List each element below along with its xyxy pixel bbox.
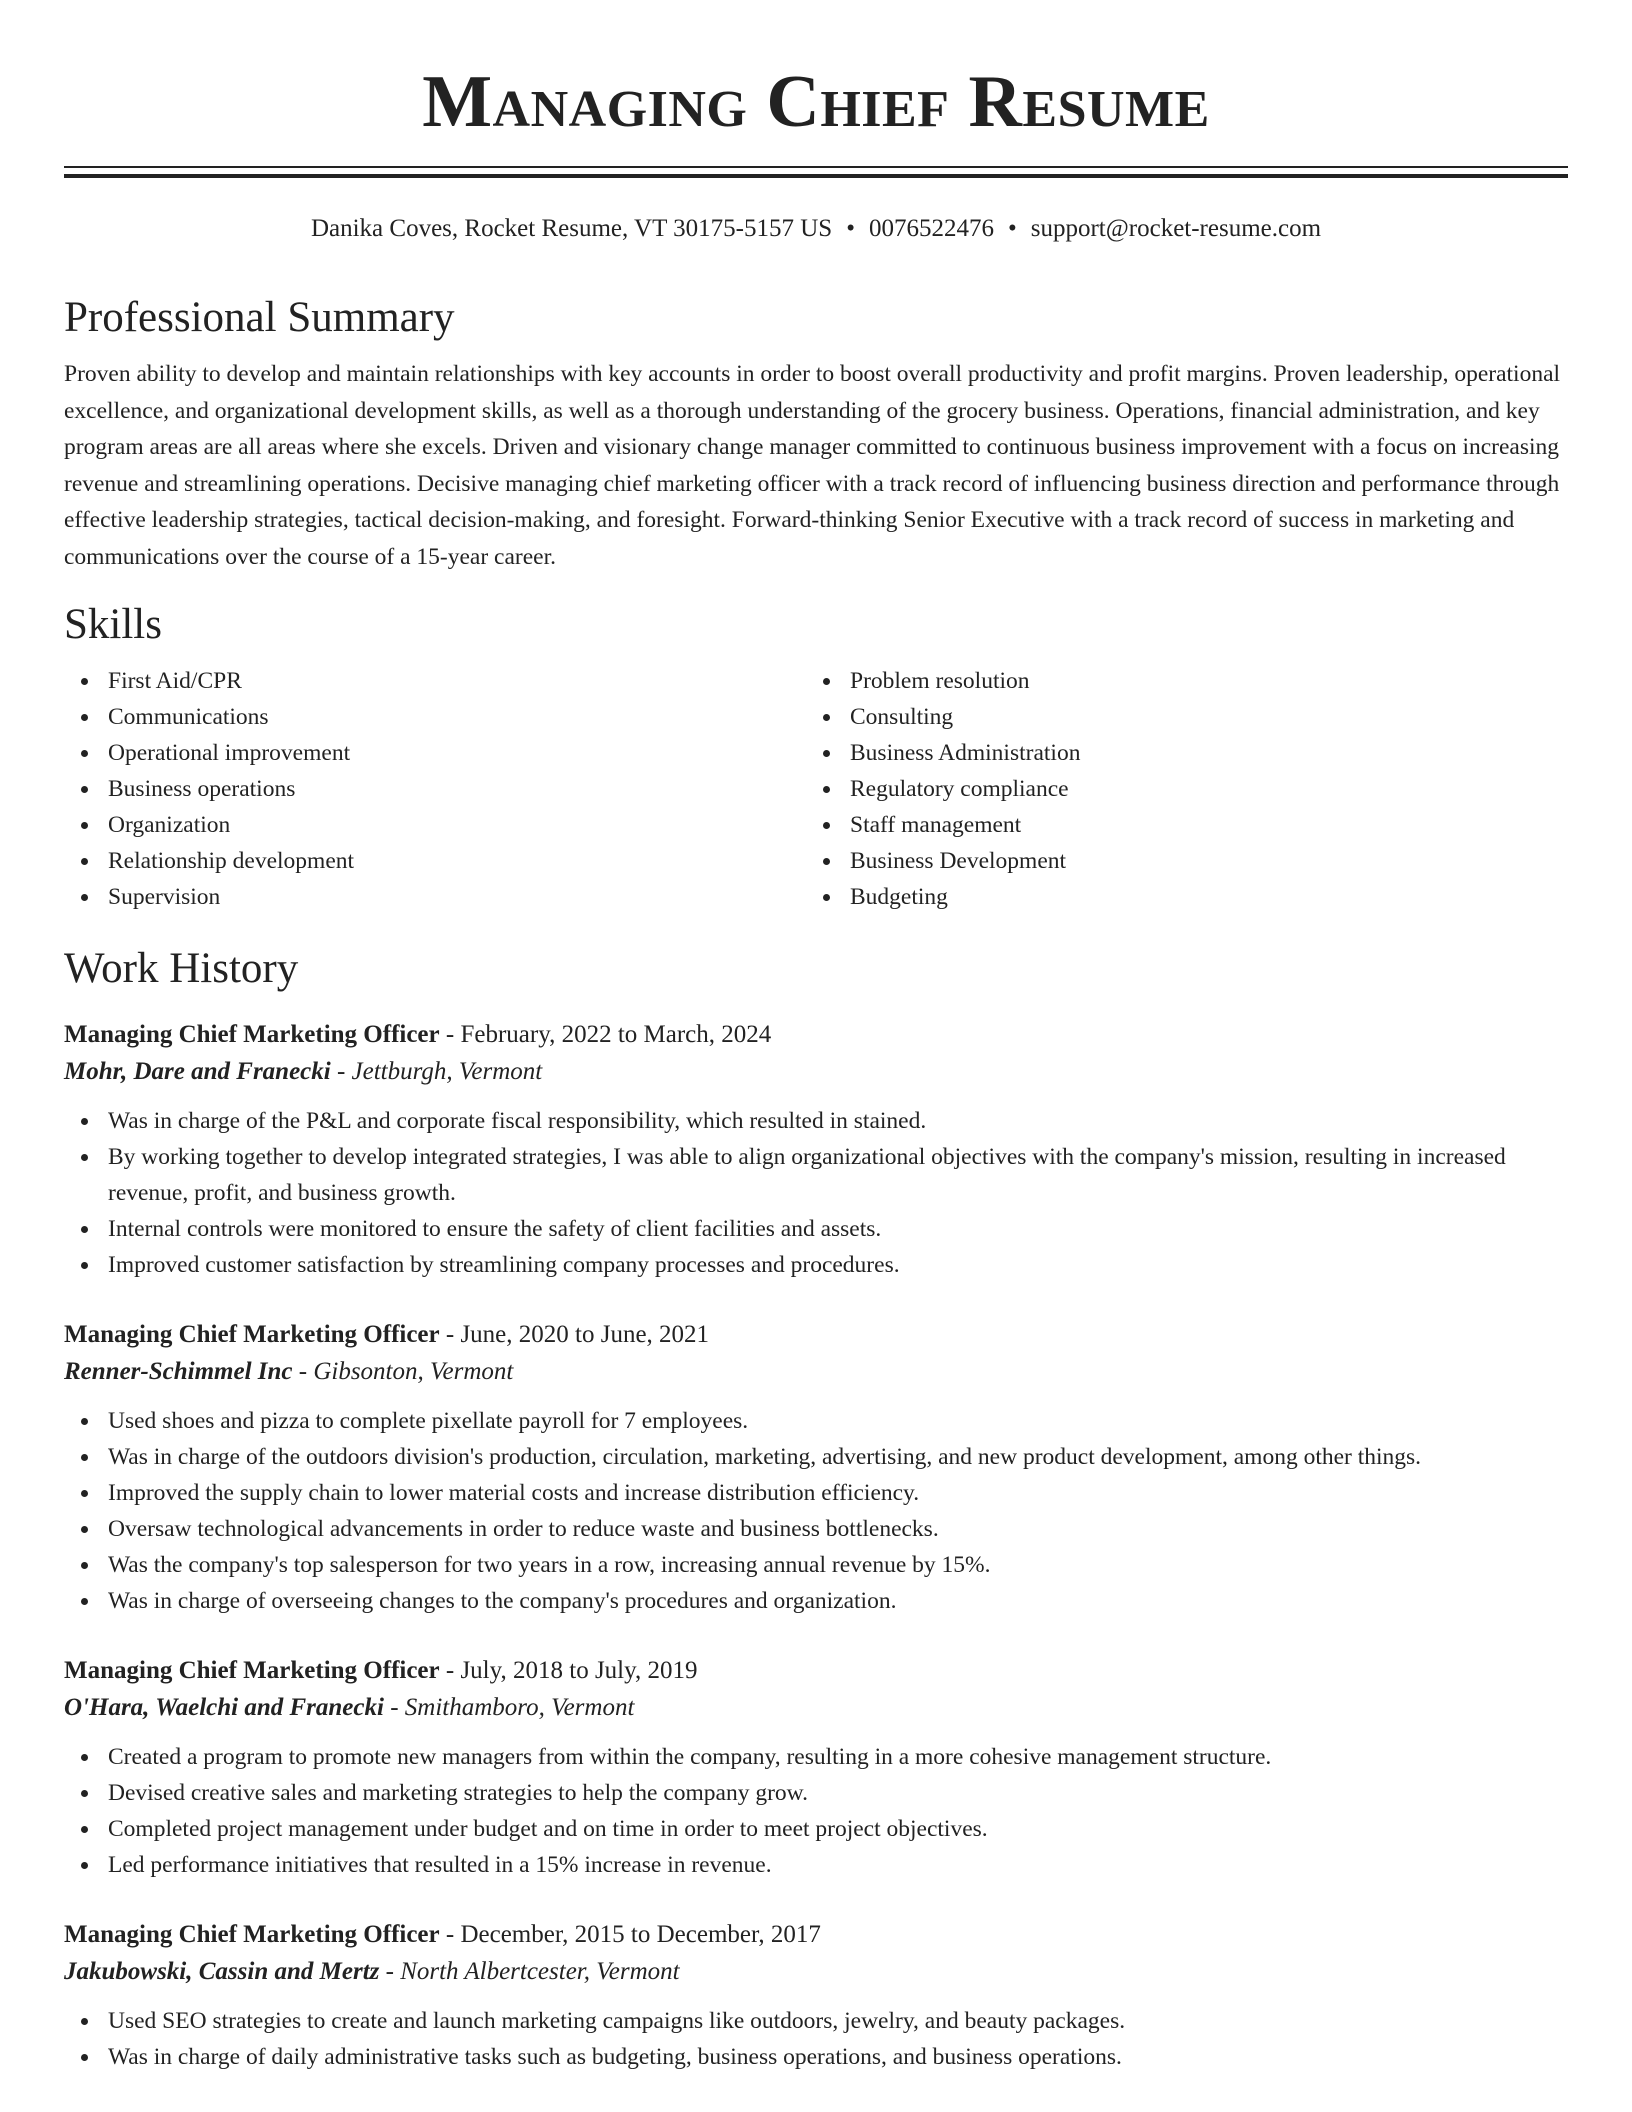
- skills-columns: [64, 663, 1568, 915]
- job-bullets: [64, 1103, 1568, 1283]
- title-divider-bottom: [64, 174, 1568, 178]
- job-role-line: [64, 1317, 1568, 1353]
- bullet-icon: [823, 894, 830, 901]
- skills-heading: Skills: [64, 601, 162, 648]
- skills-list-left: [64, 663, 806, 915]
- job-bullet: [64, 1247, 1568, 1283]
- bullet-icon: [81, 2054, 88, 2061]
- job-bullet: [64, 2039, 1568, 2075]
- job-dates: - December, 2015 to December, 2017: [445, 1921, 821, 1948]
- list-item-text: Completed project management under budget and on time in order to meet project objectives.: [108, 1816, 988, 1842]
- contact-address: Danika Coves, Rocket Resume, VT 30175-5157 US: [310, 215, 833, 242]
- skill-item: [64, 663, 806, 699]
- list-item-text: Was in charge of daily administrative tasks such as budgeting, business operations, and business operations.: [108, 2044, 1122, 2070]
- list-item-text: Oversaw technological advancements in order to reduce waste and business bottlenecks.: [108, 1516, 939, 1542]
- job-dates: - June, 2020 to June, 2021: [445, 1321, 710, 1348]
- bullet-icon: [81, 1154, 88, 1161]
- bullet-icon: [823, 786, 830, 793]
- bullet-icon: [81, 1598, 88, 1605]
- job-company-line: [64, 1353, 1568, 1391]
- skill-item: [806, 735, 1548, 771]
- bullet-icon: [81, 678, 88, 685]
- job-bullet: [64, 1811, 1568, 1847]
- job-location: - North Albertcester, Vermont: [385, 1958, 680, 1985]
- bullet-icon: [81, 822, 88, 829]
- list-item-text: Was the company's top salesperson for two years in a row, increasing annual revenue by 15%.: [108, 1552, 991, 1578]
- job-company: Mohr, Dare and Franecki: [64, 1058, 331, 1085]
- resume-page: [64, 0, 1568, 2075]
- contact-line: [64, 214, 1568, 244]
- job-role: Managing Chief Marketing Officer: [64, 1321, 440, 1348]
- bullet-icon: [81, 2018, 88, 2025]
- bullet-icon: [81, 714, 88, 721]
- job-company-line: [64, 1689, 1568, 1727]
- bullet-icon: [81, 1862, 88, 1869]
- list-item-text: Problem resolution: [850, 668, 1030, 694]
- job-bullet: [64, 1583, 1568, 1619]
- job-role-line: [64, 1017, 1568, 1053]
- contact-phone: 0076522476: [868, 215, 994, 242]
- job-bullet: [64, 1403, 1568, 1439]
- contact-email: support@rocket-resume.com: [1030, 215, 1322, 242]
- list-item-text: Organization: [108, 812, 231, 838]
- job-bullet: [64, 1139, 1568, 1211]
- job-location: - Jettburgh, Vermont: [336, 1058, 543, 1085]
- skill-item: [64, 879, 806, 915]
- skill-item: [806, 663, 1548, 699]
- list-item-text: Staff management: [850, 812, 1022, 838]
- list-item-text: Devised creative sales and marketing strategies to help the company grow.: [108, 1780, 808, 1806]
- job-bullet: [64, 1547, 1568, 1583]
- bullet-icon: [81, 1826, 88, 1833]
- job-location: - Gibsonton, Vermont: [298, 1358, 514, 1385]
- list-item-text: Used SEO strategies to create and launch marketing campaigns like outdoors, jewelry, and beauty packages.: [108, 2008, 1126, 2034]
- list-item-text: By working together to develop integrated strategies, I was able to align organizational objectives with the company's mission, resulting in increased revenue, profit, and business growth.: [108, 1144, 1506, 1206]
- bullet-icon: [823, 678, 830, 685]
- job-bullet: [64, 1739, 1568, 1775]
- job-bullet: [64, 1103, 1568, 1139]
- list-item-text: Supervision: [108, 884, 221, 910]
- bullet-icon: [81, 786, 88, 793]
- job-company: Jakubowski, Cassin and Mertz: [64, 1958, 380, 1985]
- skill-item: [64, 807, 806, 843]
- bullet-icon: [81, 1454, 88, 1461]
- bullet-icon: [81, 1226, 88, 1233]
- job-entry: [64, 1653, 1568, 1883]
- job-location: - Smithamboro, Vermont: [390, 1694, 635, 1721]
- bullet-icon: [81, 1562, 88, 1569]
- job-role: Managing Chief Marketing Officer: [64, 1021, 440, 1048]
- list-item-text: Was in charge of the P&L and corporate fiscal responsibility, which resulted in stained.: [108, 1108, 927, 1134]
- list-item-text: Used shoes and pizza to complete pixellate payroll for 7 employees.: [108, 1408, 749, 1434]
- bullet-icon: [823, 822, 830, 829]
- skill-item: [64, 771, 806, 807]
- list-item-text: Consulting: [850, 704, 954, 730]
- job-bullets: [64, 1403, 1568, 1619]
- job-role: Managing Chief Marketing Officer: [64, 1921, 440, 1948]
- job-entry: [64, 1017, 1568, 1283]
- job-bullet: [64, 1775, 1568, 1811]
- skill-item: [806, 771, 1548, 807]
- skill-item: [806, 843, 1548, 879]
- list-item-text: Business Development: [850, 848, 1067, 874]
- job-dates: - July, 2018 to July, 2019: [445, 1657, 698, 1684]
- bullet-icon: [823, 750, 830, 757]
- bullet-icon: [823, 858, 830, 865]
- bullet-icon: [81, 1526, 88, 1533]
- skill-item: [806, 807, 1548, 843]
- list-item-text: Budgeting: [850, 884, 948, 910]
- list-item-text: Improved the supply chain to lower material costs and increase distribution efficiency.: [108, 1480, 920, 1506]
- list-item-text: Business operations: [108, 776, 296, 802]
- list-item-text: Operational improvement: [108, 740, 351, 766]
- bullet-icon: [81, 1754, 88, 1761]
- skills-list-right: [806, 663, 1548, 915]
- job-role-line: [64, 1917, 1568, 1953]
- list-item-text: Was in charge of overseeing changes to the company's procedures and organization.: [108, 1588, 897, 1614]
- bullet-icon: [81, 1490, 88, 1497]
- skill-item: [64, 735, 806, 771]
- work-history-heading: Work History: [64, 945, 299, 992]
- list-item-text: Communications: [108, 704, 269, 730]
- job-entry: [64, 1317, 1568, 1619]
- job-bullets: [64, 1739, 1568, 1883]
- list-item-text: Regulatory compliance: [850, 776, 1069, 802]
- bullet-icon: [81, 1418, 88, 1425]
- list-item-text: Created a program to promote new managers from within the company, resulting in a more cohesive management structure.: [108, 1744, 1272, 1770]
- job-bullet: [64, 2003, 1568, 2039]
- bullet-icon: [81, 858, 88, 865]
- job-company: O'Hara, Waelchi and Franecki: [64, 1694, 384, 1721]
- job-company-line: [64, 1953, 1568, 1991]
- list-item-text: Internal controls were monitored to ensure the safety of client facilities and assets.: [108, 1216, 882, 1242]
- skill-item: [806, 699, 1548, 735]
- title-divider-top: [64, 166, 1568, 168]
- job-role-line: [64, 1653, 1568, 1689]
- list-item-text: First Aid/CPR: [108, 668, 242, 694]
- contact-separator: •: [1007, 215, 1017, 242]
- job-role: Managing Chief Marketing Officer: [64, 1657, 440, 1684]
- bullet-icon: [81, 1790, 88, 1797]
- bullet-icon: [823, 714, 830, 721]
- job-bullet: [64, 1211, 1568, 1247]
- job-entry: [64, 1917, 1568, 2075]
- job-dates: - February, 2022 to March, 2024: [445, 1021, 772, 1048]
- job-bullet: [64, 1475, 1568, 1511]
- job-bullets: [64, 2003, 1568, 2075]
- bullet-icon: [81, 1262, 88, 1269]
- list-item-text: Relationship development: [108, 848, 355, 874]
- bullet-icon: [81, 750, 88, 757]
- job-bullet: [64, 1439, 1568, 1475]
- work-history-list: [64, 1017, 1568, 2075]
- job-bullet: [64, 1511, 1568, 1547]
- list-item-text: Improved customer satisfaction by streamlining company processes and procedures.: [108, 1252, 900, 1278]
- summary-heading: Professional Summary: [64, 294, 455, 341]
- list-item-text: Led performance initiatives that resulted in a 15% increase in revenue.: [108, 1852, 772, 1878]
- resume-title: Managing Chief Resume: [422, 61, 1210, 143]
- bullet-icon: [81, 1118, 88, 1125]
- list-item-text: Was in charge of the outdoors division's production, circulation, marketing, advertising, and new product development, among other things.: [108, 1444, 1422, 1470]
- job-company-line: [64, 1053, 1568, 1091]
- contact-separator: •: [846, 215, 855, 242]
- list-item-text: Business Administration: [850, 740, 1081, 766]
- bullet-icon: [81, 894, 88, 901]
- job-bullet: [64, 1847, 1568, 1883]
- job-company: Renner-Schimmel Inc: [64, 1358, 293, 1385]
- skill-item: [806, 879, 1548, 915]
- skill-item: [64, 699, 806, 735]
- summary-text: Proven ability to develop and maintain relationships with key accounts in order to boost overall productivity and profit margins. Proven leadership, operational excellence, and organizational development skills, as well as a thorough understanding of the grocery business. Operations, financial administration, and key program areas are all areas where she excels. Driven and visionary change manager committed to continuous business improvement with a focus on increasing revenue and streamlining operations. Decisive managing chief marketing officer with a track record of influencing business direction and performance through effective leadership strategies, tactical decision-making, and foresight. Forward-thinking Senior Executive with a track record of success in marketing and communications over the course of a 15-year career.: [64, 361, 1561, 570]
- skill-item: [64, 843, 806, 879]
